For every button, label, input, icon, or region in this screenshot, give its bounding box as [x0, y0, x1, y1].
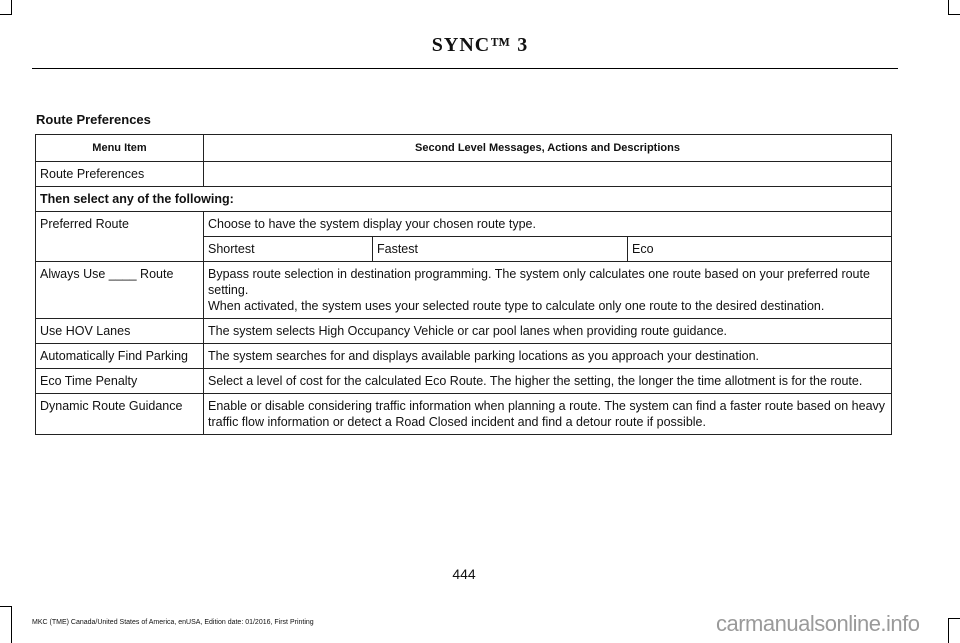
- column-header-menu-item: Menu Item: [36, 135, 204, 162]
- header-divider: [32, 68, 898, 69]
- menu-item-cell: Eco Time Penalty: [36, 369, 204, 394]
- description-line: When activated, the system uses your selected route type to calculate only one route to the desired destination.: [208, 299, 825, 313]
- table-row: [36, 162, 892, 187]
- table-row: [36, 262, 892, 319]
- crop-mark-top-right-h: [948, 14, 960, 15]
- menu-item-cell: Route Preferences: [36, 162, 204, 187]
- crop-mark-top-left-h: [0, 14, 12, 15]
- table-row: [36, 319, 892, 344]
- crop-mark-bottom-left-v: [11, 606, 12, 643]
- description-cell: Enable or disable considering traffic information when planning a route. The system can find a faster route based on heavy traffic flow information or detect a Road Closed incident and find a detour route if possible.: [204, 394, 892, 435]
- description-cell: Select a level of cost for the calculated Eco Route. The higher the setting, the longer the time allotment is for the route.: [204, 369, 892, 394]
- table-row: [36, 394, 892, 435]
- menu-item-cell: Always Use ____ Route: [36, 262, 204, 319]
- section-heading: Route Preferences: [36, 112, 151, 127]
- crop-mark-top-left-v: [11, 0, 12, 14]
- crop-mark-bottom-left-h: [0, 606, 12, 607]
- route-preferences-table: [35, 134, 892, 435]
- crop-mark-bottom-right-v: [948, 618, 949, 643]
- description-cell: The system searches for and displays available parking locations as you approach your destination.: [204, 344, 892, 369]
- menu-item-cell: Use HOV Lanes: [36, 319, 204, 344]
- column-header-descriptions: Second Level Messages, Actions and Descriptions: [204, 135, 892, 162]
- crop-mark-top-right-v: [948, 0, 949, 14]
- menu-item-cell: Preferred Route: [36, 212, 204, 262]
- description-cell: [204, 162, 892, 187]
- menu-item-cell: Automatically Find Parking: [36, 344, 204, 369]
- footer-edition-info: MKC (TME) Canada/United States of America, enUSA, Edition date: 01/2016, First Printing: [32, 619, 314, 626]
- table-row: [36, 369, 892, 394]
- menu-item-cell: Dynamic Route Guidance: [36, 394, 204, 435]
- description-line: Bypass route selection in destination programming. The system only calculates one route based on your preferred route setting.: [208, 267, 870, 297]
- description-cell: The system selects High Occupancy Vehicle or car pool lanes when providing route guidance.: [204, 319, 892, 344]
- then-select-row: Then select any of the following:: [36, 187, 892, 212]
- option-shortest: Shortest: [204, 237, 373, 262]
- table-row: [36, 212, 892, 237]
- page-number: 444: [452, 566, 476, 582]
- option-fastest: Fastest: [373, 237, 628, 262]
- table-header-row: [36, 135, 892, 162]
- page-header-title: SYNC™ 3: [431, 34, 529, 56]
- description-cell: [204, 262, 892, 319]
- option-eco: Eco: [628, 237, 892, 262]
- description-cell: Choose to have the system display your chosen route type.: [204, 212, 892, 237]
- watermark: carmanualsonline.info: [716, 611, 920, 636]
- table-row: [36, 344, 892, 369]
- table-row: [36, 187, 892, 212]
- crop-mark-bottom-right-h: [948, 618, 960, 619]
